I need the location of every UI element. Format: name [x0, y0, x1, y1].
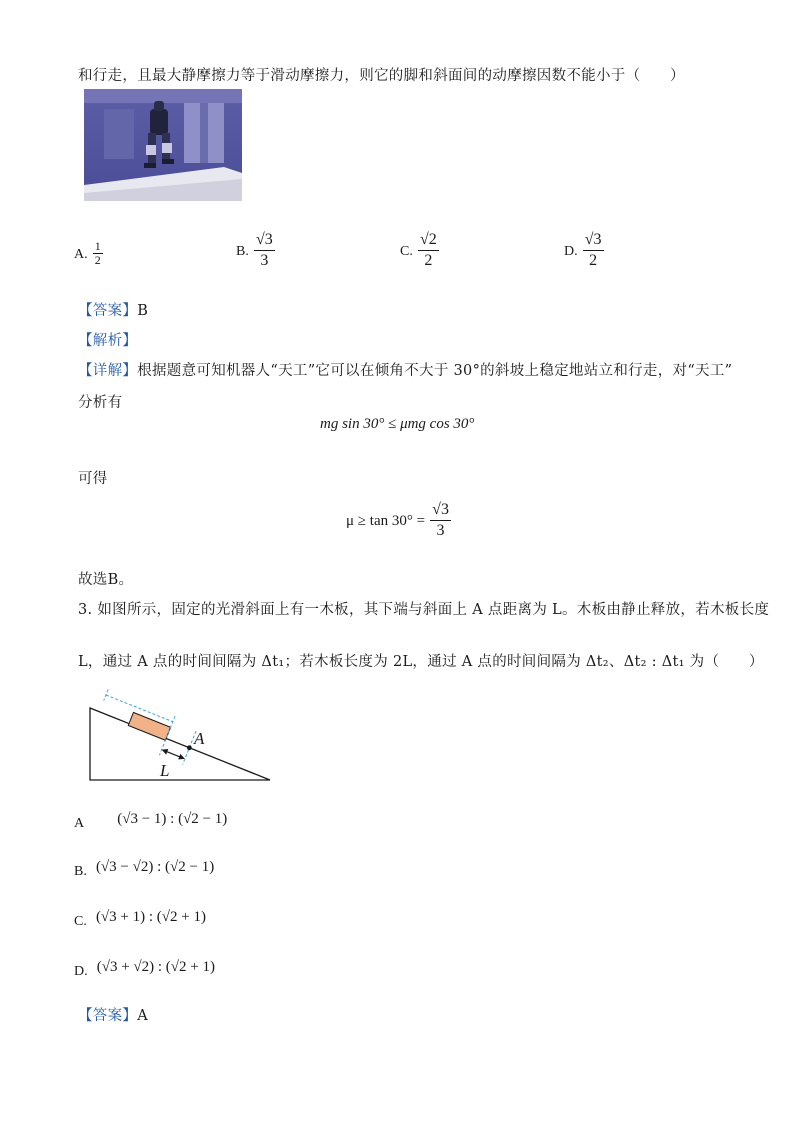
option-b — [236, 230, 275, 271]
q3-option-a — [74, 808, 227, 832]
option-a-numerator: 1 — [94, 239, 101, 253]
incline-triangle — [90, 708, 270, 780]
option-a-denominator: 2 — [94, 253, 101, 267]
equation-2-left: μ ≥ tan 30° = — [346, 513, 426, 529]
q3-option-a-expr: (√3 − 1) : (√2 − 1) — [117, 811, 228, 827]
q3-option-a-label: A — [74, 816, 85, 831]
length-arrow-right-head — [178, 754, 186, 762]
option-c — [400, 230, 439, 271]
answer-line — [78, 299, 148, 320]
analysis-tag: 【解析】 — [78, 333, 138, 349]
detail-text-2: 分析有 — [78, 395, 123, 411]
option-b-numerator: √3 — [255, 231, 273, 248]
equation-2-numerator: √3 — [432, 501, 449, 518]
option-a-label: A. — [74, 247, 88, 262]
detail-tag: 【详解】 — [78, 363, 138, 379]
question-stem-text: 和行走，且最大静摩擦力等于滑动摩擦力，则它的脚和斜面间的动摩擦因数不能小于（ ） — [78, 68, 685, 84]
q3-option-c — [74, 906, 206, 930]
detail-line — [78, 359, 732, 380]
option-b-fraction — [254, 230, 275, 271]
q3-answer-value: A — [137, 1008, 148, 1024]
option-d-label: D. — [564, 244, 578, 259]
q3-option-b-expr: (√3 − √2) : (√2 − 1) — [95, 859, 215, 875]
q3-answer-tag: 【答案】 — [78, 1008, 138, 1024]
equation-2 — [346, 500, 451, 541]
q3-option-b-label: B. — [74, 864, 87, 879]
conclusion-text: 故选B。 — [78, 572, 134, 588]
q3-option-d-expr: (√3 + √2) : (√2 + 1) — [96, 959, 215, 975]
wooden-board — [128, 712, 170, 740]
detail-text: 根据题意可知机器人“天工”它可以在倾角不大于 30°的斜坡上稳定地站立和行走，对“天工” — [137, 363, 733, 379]
question3-line1: 3. 如图所示，固定的光滑斜面上有一木板，其下端与斜面上 A 点距离为 L。木板由静止释放，若木板长度 — [78, 602, 770, 618]
q3-option-d — [74, 956, 215, 980]
q3-option-c-expr: (√3 + 1) : (√2 + 1) — [95, 909, 206, 925]
equation-1: mg sin 30° ≤ μmg cos 30° — [320, 416, 475, 432]
option-b-label: B. — [236, 244, 249, 259]
option-c-denominator: 2 — [418, 250, 439, 271]
option-d-fraction — [583, 230, 604, 271]
option-d-numerator: √3 — [584, 231, 602, 248]
option-a — [74, 240, 103, 267]
option-b-denominator: 3 — [254, 250, 275, 271]
option-a-fraction — [93, 240, 103, 267]
answer-tag: 【答案】 — [78, 303, 138, 319]
robot-photo — [84, 89, 242, 201]
point-a-dot — [186, 745, 192, 751]
kede-text: 可得 — [78, 471, 108, 487]
option-c-fraction — [418, 230, 439, 271]
answer-value: B — [137, 303, 149, 319]
option-d-denominator: 2 — [583, 250, 604, 271]
length-l-label: L — [160, 761, 170, 780]
question3-line2: L，通过 A 点的时间间隔为 Δt₁；若木板长度为 2L，通过 A 点的时间间隔为 Δt₂、Δt₂ : Δt₁ 为（ ） — [78, 654, 764, 670]
q3-option-b — [74, 856, 214, 880]
incline-figure — [86, 686, 276, 786]
board-top-dash — [104, 689, 108, 700]
option-d — [564, 230, 604, 271]
point-a-label: A — [194, 729, 205, 748]
q3-answer-line — [78, 1004, 148, 1025]
equation-2-denominator: 3 — [430, 520, 451, 541]
equation-2-fraction — [430, 500, 451, 541]
option-c-numerator: √2 — [419, 231, 437, 248]
option-c-label: C. — [400, 244, 413, 259]
q3-option-d-label: D. — [74, 964, 88, 979]
q3-option-c-label: C. — [74, 914, 87, 929]
